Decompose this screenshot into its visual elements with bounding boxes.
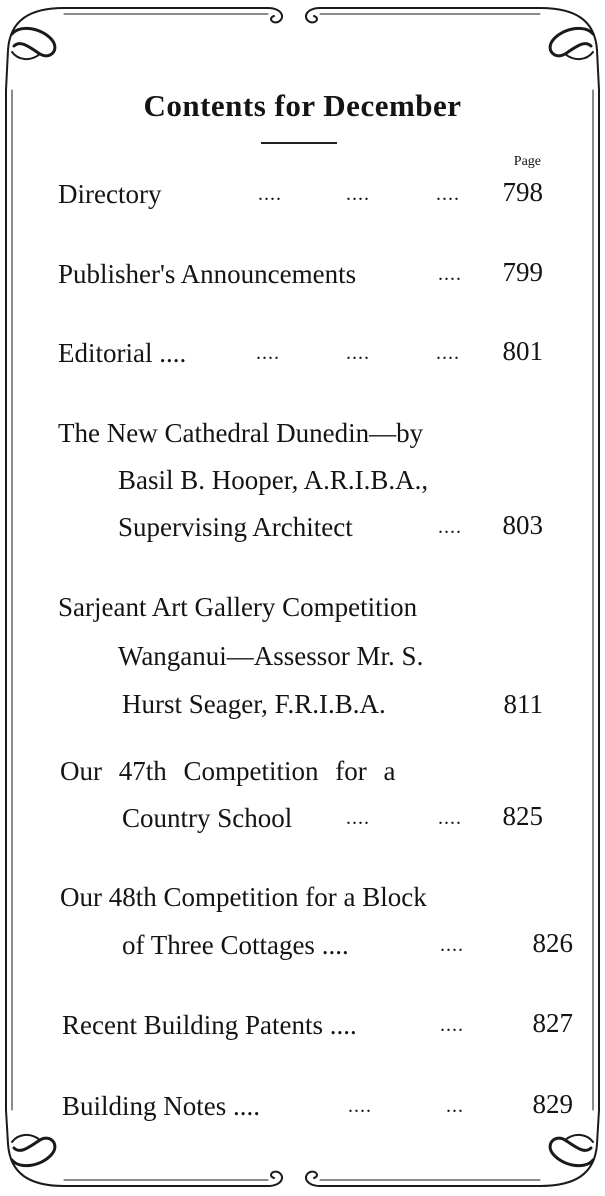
leader-dots: .... <box>436 183 460 205</box>
toc-entry-48th-line-1: Our 48th Competition for a Block <box>60 882 427 912</box>
toc-page-number: 825 <box>502 801 543 831</box>
leader-dots: .... <box>346 807 370 829</box>
toc-entry-new-cathedral-line-3: Supervising Architect <box>118 512 353 542</box>
page-column-label: Page <box>513 154 541 169</box>
toc-entry-new-cathedral-line-2: Basil B. Hooper, A.R.I.B.A., <box>118 465 429 495</box>
toc-entry-recent-patents: Recent Building Patents .... <box>62 1010 357 1040</box>
leader-dots: .... <box>346 342 370 364</box>
leader-dots: .... <box>346 183 370 205</box>
toc-page-number: 826 <box>532 928 573 958</box>
leader-dots: .... <box>348 1095 372 1117</box>
leader-dots: .... <box>258 183 282 205</box>
toc-page-number: 829 <box>532 1089 573 1119</box>
leader-dots: .... <box>256 342 280 364</box>
toc-page-number: 799 <box>502 257 543 287</box>
toc-page-number: 803 <box>502 510 543 540</box>
toc-entry-47th-line-2: Country School <box>122 803 293 833</box>
leader-dots: .... <box>438 516 462 538</box>
toc-page-number: 801 <box>502 336 543 366</box>
toc-entry-editorial: Editorial .... <box>58 338 187 368</box>
leader-dots: .... <box>438 263 462 285</box>
toc-entry-building-notes: Building Notes .... <box>62 1091 261 1121</box>
leader-dots: ... <box>446 1095 464 1117</box>
toc-entry-new-cathedral-line-1: The New Cathedral Dunedin—by <box>58 418 424 448</box>
toc-entry-publishers-announcements: Publisher's Announcements <box>58 259 357 289</box>
page-title: Contents for December <box>143 88 462 123</box>
toc-entry-sarjeant-line-1: Sarjeant Art Gallery Competition <box>58 592 418 622</box>
toc-page-number: 811 <box>503 689 543 719</box>
toc-entry-47th-line-1: Our 47th Competition for a <box>60 756 396 786</box>
toc-page-number: 827 <box>532 1008 573 1038</box>
toc-entry-directory: Directory <box>58 179 162 209</box>
toc-entry-sarjeant-line-2: Wanganui—Assessor Mr. S. <box>118 641 424 671</box>
toc-page-number: 798 <box>502 177 543 207</box>
title-rule <box>261 142 337 144</box>
leader-dots: .... <box>440 934 464 956</box>
leader-dots: .... <box>436 342 460 364</box>
leader-dots: .... <box>438 807 462 829</box>
toc-entry-48th-line-2: of Three Cottages .... <box>122 930 349 960</box>
toc-entry-sarjeant-line-3: Hurst Seager, F.R.I.B.A. <box>122 689 386 719</box>
leader-dots: .... <box>440 1014 464 1036</box>
